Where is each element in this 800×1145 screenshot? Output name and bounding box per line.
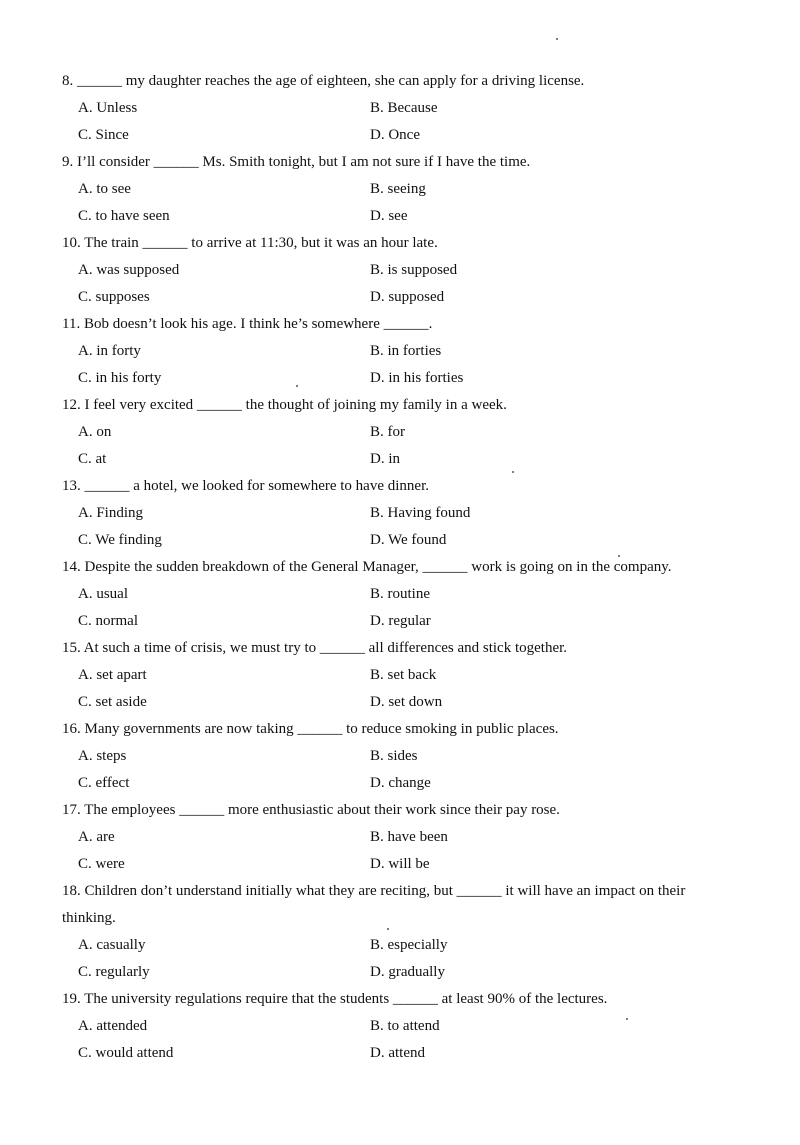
question-stem: 19. The university regulations require that the students ______ at least 90% of the lectures. <box>62 991 608 1007</box>
question-stem: 12. I feel very excited ______ the thought of joining my family in a week. <box>62 397 507 413</box>
exam-page <box>0 68 800 1067</box>
option-a: A. Finding <box>78 505 144 521</box>
option-c: C. Since <box>78 127 129 143</box>
option-a: A. steps <box>78 748 127 764</box>
option-d: D. We found <box>370 532 447 548</box>
question-13 <box>0 473 800 554</box>
question-stem: 17. The employees ______ more enthusiastic about their work since their pay rose. <box>62 802 560 818</box>
answer-options <box>0 1013 800 1067</box>
question-stem: 16. Many governments are now taking ______ to reduce smoking in public places. <box>62 721 559 737</box>
option-a: A. on <box>78 424 112 440</box>
question-stem: 14. Despite the sudden breakdown of the General Manager, ______ work is going on in the company. <box>62 559 672 575</box>
option-d: D. attend <box>370 1045 425 1061</box>
option-b: B. Because <box>370 100 438 116</box>
question-11 <box>0 311 800 392</box>
question-stem: 15. At such a time of crisis, we must try to ______ all differences and stick together. <box>62 640 568 656</box>
question-12 <box>0 392 800 473</box>
option-c: C. supposes <box>78 289 150 305</box>
question-19 <box>0 986 800 1067</box>
scan-speck <box>296 385 298 387</box>
option-b: B. in forties <box>370 343 442 359</box>
answer-options <box>0 176 800 230</box>
option-b: B. set back <box>370 667 437 683</box>
answer-options <box>0 932 800 986</box>
option-d: D. in <box>370 451 400 467</box>
question-stem: 10. The train ______ to arrive at 11:30, but it was an hour late. <box>62 235 438 251</box>
scan-speck <box>556 38 558 40</box>
question-18 <box>0 878 800 986</box>
question-9 <box>0 149 800 230</box>
option-c: C. normal <box>78 613 138 629</box>
scan-speck <box>618 555 620 557</box>
option-a: A. was supposed <box>78 262 180 278</box>
option-a: A. usual <box>78 586 128 602</box>
answer-options <box>0 743 800 797</box>
option-b: B. seeing <box>370 181 426 197</box>
answer-options <box>0 662 800 716</box>
option-a: A. to see <box>78 181 131 197</box>
question-stem: 11. Bob doesn’t look his age. I think he’s somewhere ______. <box>62 316 433 332</box>
option-b: B. Having found <box>370 505 471 521</box>
option-a: A. attended <box>78 1018 148 1034</box>
question-stem: 9. I’ll consider ______ Ms. Smith tonight, but I am not sure if I have the time. <box>62 154 531 170</box>
option-d: D. Once <box>370 127 420 143</box>
option-c: C. to have seen <box>78 208 170 224</box>
option-a: A. Unless <box>78 100 138 116</box>
option-c: C. regularly <box>78 964 150 980</box>
option-c: C. at <box>78 451 107 467</box>
answer-options <box>0 419 800 473</box>
option-b: B. to attend <box>370 1018 440 1034</box>
question-10 <box>0 230 800 311</box>
option-c: C. were <box>78 856 125 872</box>
option-a: A. casually <box>78 937 146 953</box>
option-d: D. gradually <box>370 964 445 980</box>
question-stem: 13. ______ a hotel, we looked for somewhere to have dinner. <box>62 478 429 494</box>
scan-speck <box>387 928 389 930</box>
question-8 <box>0 68 800 149</box>
option-d: D. set down <box>370 694 443 710</box>
option-d: D. in his forties <box>370 370 464 386</box>
question-stem: 18. Children don’t understand initially what they are reciting, but ______ it will have an impact on their thinking. <box>62 883 686 926</box>
question-15 <box>0 635 800 716</box>
question-stem: 8. ______ my daughter reaches the age of eighteen, she can apply for a driving license. <box>62 73 585 89</box>
option-c: C. We finding <box>78 532 162 548</box>
answer-options <box>0 581 800 635</box>
option-d: D. regular <box>370 613 431 629</box>
answer-options <box>0 500 800 554</box>
option-b: B. especially <box>370 937 448 953</box>
option-a: A. set apart <box>78 667 147 683</box>
answer-options <box>0 95 800 149</box>
option-d: D. supposed <box>370 289 445 305</box>
answer-options <box>0 338 800 392</box>
option-b: B. routine <box>370 586 430 602</box>
answer-options <box>0 257 800 311</box>
option-b: B. is supposed <box>370 262 458 278</box>
option-c: C. would attend <box>78 1045 174 1061</box>
option-a: A. are <box>78 829 115 845</box>
answer-options <box>0 824 800 878</box>
option-c: C. effect <box>78 775 130 791</box>
option-d: D. will be <box>370 856 430 872</box>
option-c: C. set aside <box>78 694 147 710</box>
scan-speck <box>512 471 514 473</box>
option-b: B. sides <box>370 748 418 764</box>
option-a: A. in forty <box>78 343 141 359</box>
question-17 <box>0 797 800 878</box>
question-16 <box>0 716 800 797</box>
option-d: D. change <box>370 775 431 791</box>
option-c: C. in his forty <box>78 370 162 386</box>
option-d: D. see <box>370 208 408 224</box>
option-b: B. for <box>370 424 405 440</box>
scan-speck <box>626 1018 628 1020</box>
question-14 <box>0 554 800 635</box>
option-b: B. have been <box>370 829 448 845</box>
